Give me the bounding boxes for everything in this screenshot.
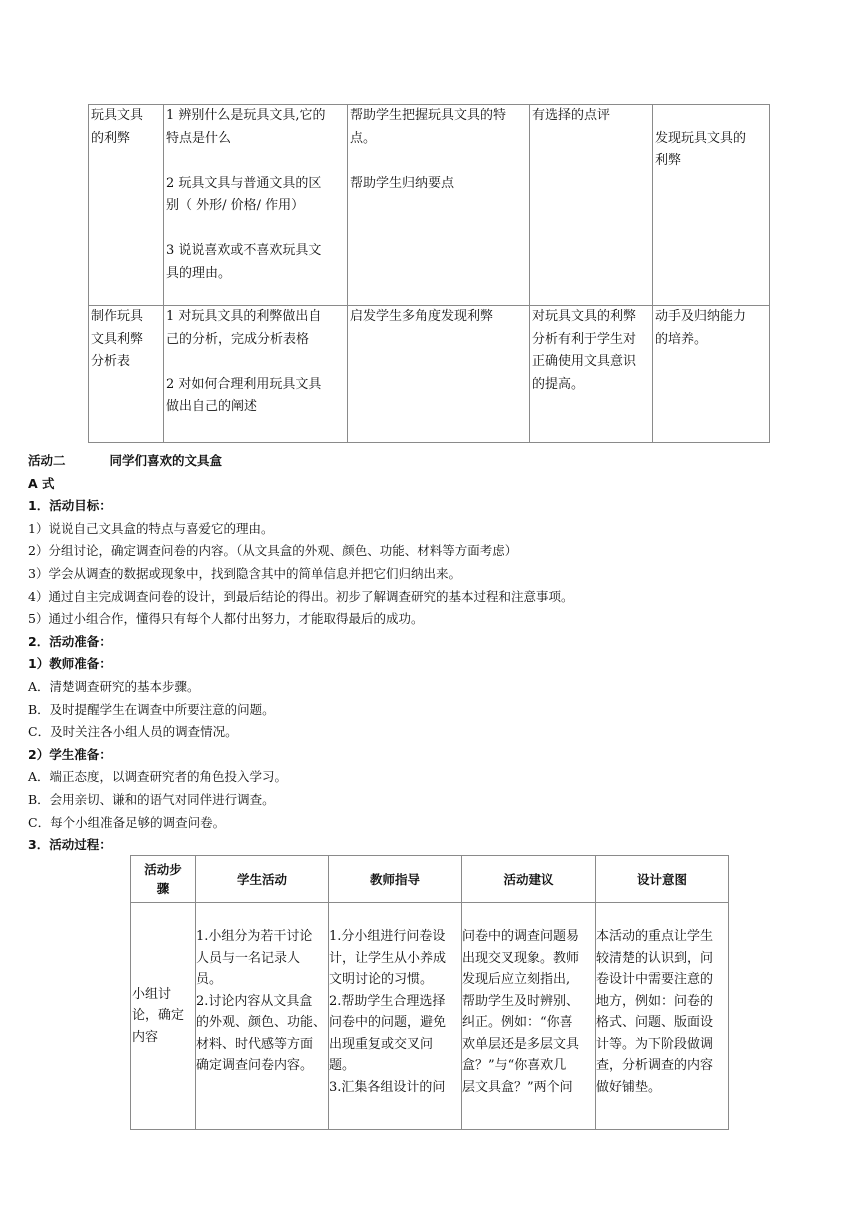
- cell-line: 特点是什么: [166, 130, 232, 146]
- cell-line: 具的理由。: [166, 265, 232, 281]
- student-prep-item: A．端正态度，以调查研究者的角色投入学习。: [28, 769, 288, 785]
- cell-line: 文具利弊: [91, 331, 144, 347]
- header-intent: [596, 856, 729, 903]
- cell-line: [166, 150, 347, 173]
- cell-line: 卷设计中需要注意的: [596, 972, 714, 987]
- cell-line: 员。: [196, 972, 223, 987]
- cell-line: 1.小组分为若干讨论: [196, 929, 313, 944]
- header-student-activity: [196, 856, 329, 903]
- table-header-row: [131, 856, 729, 903]
- cell-line: [166, 351, 347, 374]
- cell-line: 有选择的点评: [532, 108, 611, 123]
- activity-process-table: [130, 855, 729, 1130]
- cell-line: 教师指导: [369, 871, 420, 887]
- cell-line: 计，让学生从小养成: [329, 950, 447, 966]
- cell-line: 材料、时代感等方面: [196, 1036, 314, 1052]
- student-prep-item: B．会用亲切、谦和的语气对同伴进行调查。: [28, 791, 275, 807]
- cell-line: 分析表: [91, 354, 131, 369]
- cell-topic: [89, 306, 164, 443]
- cell-line: 2 玩具文具与普通文具的区: [166, 175, 322, 191]
- goal-item: 4）通过自主完成调查问卷的设计，到最后结论的得出。初步了解调查研究的基本过程和注意事项。: [28, 588, 574, 604]
- cell-line: 启发学生多角度发现利弊: [350, 309, 494, 324]
- cell-line: 对玩具文具的利弊: [532, 309, 637, 324]
- cell-line: 内容: [132, 1029, 159, 1045]
- cell-line: 问卷中的调查问题易: [462, 929, 580, 944]
- header-step: [131, 856, 196, 903]
- cell-intent: [596, 903, 729, 1130]
- cell-line: 出现重复或交叉问: [329, 1036, 434, 1052]
- cell-line: 格式、问题、版面设: [596, 1015, 714, 1030]
- cell-line: 玩具文具: [91, 108, 144, 123]
- cell-student-activity: [196, 903, 329, 1130]
- cell-line: 的提高。: [532, 376, 585, 392]
- cell-line: 己的分析，完成分析表格: [166, 331, 310, 347]
- cell-line: 题。: [329, 1058, 356, 1073]
- teacher-prep-heading: 1）教师准备：: [28, 656, 112, 672]
- cell-line: 2 对如何合理利用玩具文具: [166, 376, 322, 392]
- goal-item: 3）学会从调查的数据或现象中，找到隐含其中的简单信息并把它们归纳出来。: [28, 565, 461, 581]
- cell-line: 设计意图: [636, 871, 687, 887]
- cell-line: 别（ 外形/ 价格/ 作用）: [166, 198, 305, 213]
- cell-line: 的利弊: [91, 130, 131, 146]
- table-row: [89, 306, 770, 443]
- cell-intent: [653, 306, 770, 443]
- cell-advice: [530, 306, 653, 443]
- header-teacher-guidance: [329, 856, 462, 903]
- process-heading: 3．活动过程：: [28, 837, 112, 853]
- cell-line: 1 对玩具文具的利弊做出自: [166, 309, 322, 324]
- cell-line: 论，确定: [132, 1008, 185, 1024]
- table-row: [131, 903, 729, 1130]
- activity-label: 活动二: [28, 453, 66, 468]
- cell-line: 利弊: [655, 153, 682, 168]
- cell-line: 骤: [156, 881, 170, 896]
- goal-item: 1）说说自己文具盒的特点与喜爱它的理由。: [28, 520, 274, 536]
- cell-line: 帮助学生把握玩具文具的特: [350, 108, 507, 123]
- cell-line: 层文具盒？”两个问: [462, 1079, 573, 1095]
- cell-teacher-guidance: [329, 903, 462, 1130]
- cell-line: 确定调查问卷内容。: [196, 1058, 314, 1073]
- cell-line: 较清楚的认识到，问: [596, 950, 714, 966]
- student-prep-heading: 2）学生准备：: [28, 746, 112, 762]
- cell-step: [131, 903, 196, 1130]
- cell-line: 点。: [350, 130, 377, 146]
- cell-line: 1.分小组进行问卷设: [329, 929, 446, 944]
- cell-advice: [462, 903, 596, 1130]
- goal-item: 2）分组讨论，确定调查问卷的内容。（从文具盒的外观、颜色、功能、材料等方面考虑）: [28, 543, 518, 559]
- table-row: [89, 105, 770, 306]
- cell-line: 1 辨别什么是玩具文具,它的: [166, 108, 326, 123]
- cell-line: 正确使用文具意识: [532, 354, 637, 369]
- cell-line: 3 说说喜欢或不喜欢玩具文: [166, 243, 322, 258]
- cell-line: 的培养。: [655, 331, 708, 347]
- cell-line: 做出自己的阐述: [166, 399, 258, 414]
- cell-line: 问卷中的问题，避免: [329, 1015, 447, 1030]
- cell-line: 发现后应立刻指出,: [462, 972, 571, 987]
- cell-line: 3.汇集各组设计的问: [329, 1079, 446, 1095]
- cell-teacher-guidance: [348, 306, 530, 443]
- teacher-prep-item: A．清楚调查研究的基本步骤。: [28, 678, 200, 694]
- cell-line: [166, 218, 347, 241]
- cell-line: 本活动的重点让学生: [596, 929, 714, 944]
- activity-heading: [28, 450, 828, 473]
- cell-line: 人员与一名记录人: [196, 950, 301, 966]
- activity-section: [28, 450, 828, 857]
- cell-intent: [653, 105, 770, 306]
- cell-line: 活动步: [144, 862, 182, 877]
- cell-line: 纠正。例如：“你喜: [462, 1015, 573, 1030]
- cell-line: 查，分析调查的内容: [596, 1058, 714, 1073]
- cell-line: 出现交叉现象。教师: [462, 950, 580, 966]
- cell-line: 发现玩具文具的: [655, 130, 747, 146]
- cell-line: 活动建议: [503, 871, 554, 887]
- cell-line: 做好铺垫。: [596, 1079, 662, 1095]
- cell-student-activity: [164, 105, 348, 306]
- cell-student-activity: [164, 306, 348, 443]
- cell-line: 欢单层还是多层文具: [462, 1036, 580, 1052]
- cell-advice: [530, 105, 653, 306]
- goal-item: 5）通过小组合作，懂得只有每个人都付出努力，才能取得最后的成功。: [28, 611, 424, 627]
- cell-line: 帮助学生归纳要点: [350, 175, 455, 191]
- cell-line: 盒？”与“你喜欢几: [462, 1058, 567, 1073]
- goals-heading: 1．活动目标：: [28, 498, 112, 514]
- header-advice: [462, 856, 596, 903]
- cell-line: [655, 105, 769, 128]
- cell-line: 分析有利于学生对: [532, 331, 637, 347]
- cell-line: [350, 150, 529, 173]
- prep-heading: 2．活动准备：: [28, 633, 112, 649]
- cell-topic: [89, 105, 164, 306]
- activity-form: A 式: [28, 475, 55, 491]
- cell-line: 小组讨: [132, 986, 172, 1002]
- student-prep-item: C．每个小组准备足够的调查问卷。: [28, 814, 226, 830]
- cell-line: 计等。为下阶段做调: [596, 1036, 714, 1052]
- cell-teacher-guidance: [348, 105, 530, 306]
- cell-line: 2.帮助学生合理选择: [329, 993, 446, 1009]
- cell-line: 文明讨论的习惯。: [329, 972, 434, 987]
- toy-stationery-table: [88, 104, 770, 443]
- cell-line: 学生活动: [236, 871, 287, 887]
- teacher-prep-item: B．及时提醒学生在调查中所要注意的问题。: [28, 701, 275, 717]
- activity-title: 同学们喜欢的文具盒: [109, 453, 223, 468]
- cell-line: 帮助学生及时辨别、: [462, 993, 580, 1009]
- cell-line: 2.讨论内容从文具盒: [196, 993, 313, 1009]
- cell-line: 动手及归纳能力: [655, 309, 747, 324]
- cell-line: 地方，例如：问卷的: [596, 993, 714, 1009]
- teacher-prep-item: C．及时关注各小组人员的调查情况。: [28, 724, 238, 740]
- cell-line: 的外观、颜色、功能、: [196, 1015, 327, 1030]
- cell-line: 制作玩具: [91, 309, 144, 324]
